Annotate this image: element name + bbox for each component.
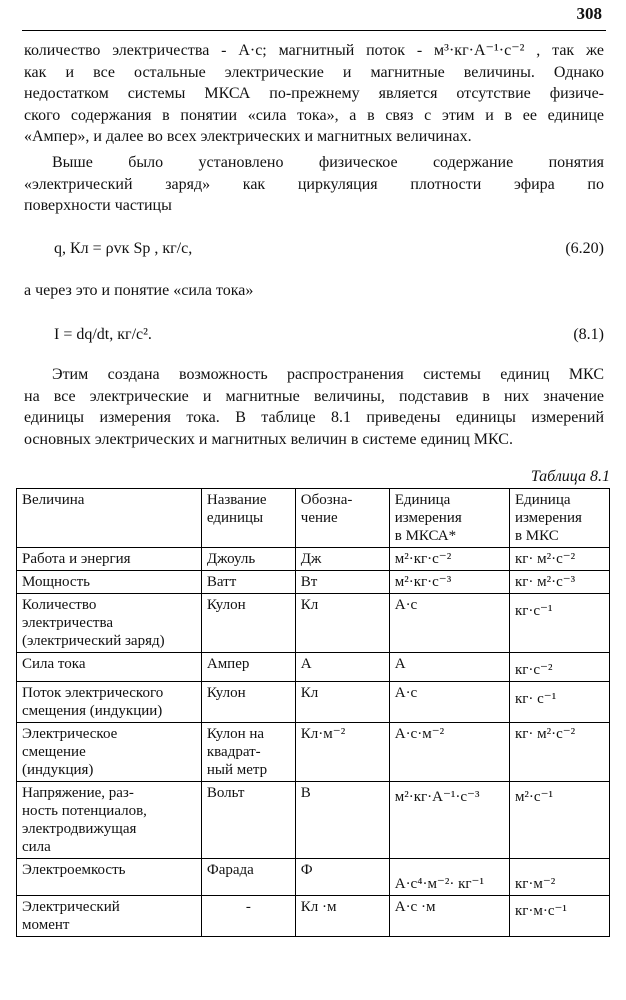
table-cell: А·с xyxy=(389,594,509,653)
table-cell: кг·м·с⁻¹ xyxy=(509,896,609,937)
table-cell: кг· м²·с⁻² xyxy=(509,548,609,571)
table-row xyxy=(17,782,610,859)
text-line: «Ампер», и далее во всех электрических и магнитных величинах. xyxy=(24,128,472,145)
table-row xyxy=(17,548,610,571)
table-cell: Кл xyxy=(295,682,389,723)
table-cell: м²·кг·с⁻² xyxy=(389,548,509,571)
paragraph-3 xyxy=(24,280,604,302)
paragraph-4 xyxy=(24,364,604,450)
table-cell: Поток электрического смещения (индукции) xyxy=(17,682,202,723)
header-cell: Единица измерения в МКСА* xyxy=(389,489,509,548)
table-cell: Ампер xyxy=(201,653,295,682)
table-cell: Ф xyxy=(295,859,389,896)
table-cell: Джоуль xyxy=(201,548,295,571)
paragraph-1 xyxy=(24,40,604,148)
table-cell: Электрический момент xyxy=(17,896,202,937)
table-cell: А·с·м⁻² xyxy=(389,723,509,782)
text-line: на все электрические и магнитные величины, подставив в них значение xyxy=(24,387,604,405)
units-table xyxy=(16,488,610,937)
header-cell: Единица измерения в МКС xyxy=(509,489,609,548)
table-cell: кг· м²·с⁻³ xyxy=(509,571,609,594)
table-row xyxy=(17,723,610,782)
table-cell: Вольт xyxy=(201,782,295,859)
text-line: а через это и понятие «сила тока» xyxy=(24,282,254,299)
text-line: Этим создана возможность распространения системы единиц МКС xyxy=(52,366,604,383)
table-cell: А xyxy=(295,653,389,682)
formula-text: q, Кл = ρvк Sp , кг/с, xyxy=(54,240,193,257)
table-cell: кг·с⁻² xyxy=(509,653,609,682)
text-line: «электрический заряд» как циркуляция плотности эфира по xyxy=(24,175,604,193)
table-row xyxy=(17,896,610,937)
table-cell: - xyxy=(201,896,295,937)
text-line: единицы измерения тока. В таблице 8.1 приведены единицы измерений xyxy=(24,409,604,426)
header-cell: Название единицы xyxy=(201,489,295,548)
text-line: Выше было установлено физическое содержание понятия xyxy=(52,154,604,171)
table-cell: Кулон на квадрат- ный метр xyxy=(201,723,295,782)
table-cell: Работа и энергия xyxy=(17,548,202,571)
text-line: недостатком системы МКСА по-прежнему является отсутствие физиче- xyxy=(24,85,604,102)
table-cell: Дж xyxy=(295,548,389,571)
table-row xyxy=(17,571,610,594)
header-cell: Обозна- чение xyxy=(295,489,389,548)
table-cell: Кулон xyxy=(201,682,295,723)
text-line: количество электричества - А·с; магнитный поток - м³·кг·А⁻¹·с⁻² , так же xyxy=(24,42,604,59)
table-cell: Сила тока xyxy=(17,653,202,682)
table-cell: А·с⁴·м⁻²· кг⁻¹ xyxy=(389,859,509,896)
table-caption: Таблица 8.1 xyxy=(530,468,610,485)
paragraph-2 xyxy=(24,152,604,217)
formula-number: (8.1) xyxy=(573,326,604,343)
table-cell: Кл ·м xyxy=(295,896,389,937)
table-cell: Ватт xyxy=(201,571,295,594)
table-cell: кг· с⁻¹ xyxy=(509,682,609,723)
table-cell: Кл xyxy=(295,594,389,653)
text-line: основных электрических и магнитных величин в системе единиц МКС. xyxy=(24,430,513,448)
page-number: 308 xyxy=(576,4,602,23)
formula-number: (6.20) xyxy=(565,240,604,257)
table-cell: кг· м²·с⁻² xyxy=(509,723,609,782)
table-cell: м²·с⁻¹ xyxy=(509,782,609,859)
table-cell: м²·кг·А⁻¹·с⁻³ xyxy=(389,782,509,859)
table-cell: Кл·м⁻² xyxy=(295,723,389,782)
table-cell: Электрическое смещение (индукция) xyxy=(17,723,202,782)
table-cell: А·с xyxy=(389,682,509,723)
formula-text: I = dq/dt, кг/с². xyxy=(54,326,152,343)
table-cell: Количество электричества (электрический заряд) xyxy=(17,594,202,653)
table-cell: кг·с⁻¹ xyxy=(509,594,609,653)
text-line: ского содержания в понятии «сила тока», а в связ с этим и в ее единице xyxy=(24,106,604,124)
table-cell: А xyxy=(389,653,509,682)
text-line: как и все остальные электрические и магнитные величины. Однако xyxy=(24,63,604,81)
table-cell: кг·м⁻² xyxy=(509,859,609,896)
header-cell: Величина xyxy=(17,489,202,548)
header-rule xyxy=(22,30,606,31)
text-line: поверхности частицы xyxy=(24,197,172,214)
table-row xyxy=(17,859,610,896)
table-row xyxy=(17,653,610,682)
table-header-row xyxy=(17,489,610,548)
table-cell: Электроемкость xyxy=(17,859,202,896)
table-cell: Вт xyxy=(295,571,389,594)
table-cell: А·с ·м xyxy=(389,896,509,937)
table-cell: Фарада xyxy=(201,859,295,896)
table-cell: В xyxy=(295,782,389,859)
table-cell: Мощность xyxy=(17,571,202,594)
table-cell: Напряжение, раз- ность потенциалов, электродвижущая сила xyxy=(17,782,202,859)
table-row xyxy=(17,682,610,723)
table-row xyxy=(17,594,610,653)
table-cell: Кулон xyxy=(201,594,295,653)
table-cell: м²·кг·с⁻³ xyxy=(389,571,509,594)
